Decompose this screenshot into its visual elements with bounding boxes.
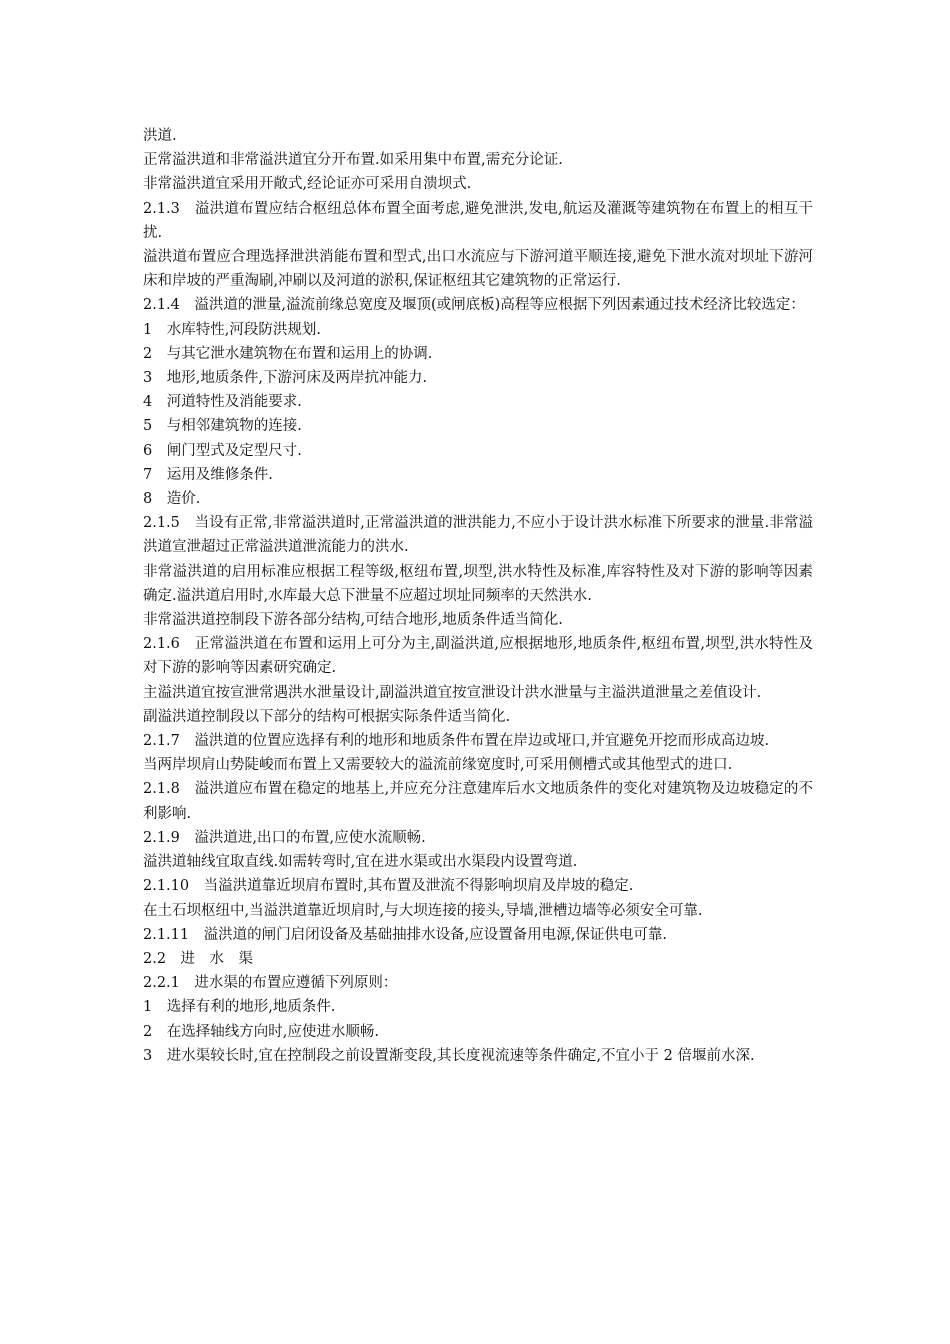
paragraph: 主溢洪道宜按宣泄常遇洪水泄量设计,副溢洪道宜按宣泄设计洪水泄量与主溢洪道泄量之差值设计. bbox=[143, 684, 762, 701]
list-item: 5 与相邻建筑物的连接. bbox=[143, 418, 302, 435]
paragraph: 非常溢洪道宜采用开敞式,经论证亦可采用自溃坝式. bbox=[143, 176, 472, 193]
section-2-1-10: 2.1.10 当溢洪道靠近坝肩布置时,其布置及泄流不得影响坝肩及岸坡的稳定. bbox=[143, 878, 634, 895]
paragraph: 副溢洪道控制段以下部分的结构可根据实际条件适当简化. bbox=[143, 708, 511, 725]
list-item: 1 水库特性,河段防洪规划. bbox=[143, 321, 321, 338]
list-item: 2 与其它泄水建筑物在布置和运用上的协调. bbox=[143, 345, 433, 362]
paragraph: 正常溢洪道和非常溢洪道宜分开布置.如采用集中布置,需充分论证. bbox=[143, 152, 563, 169]
section-heading-2-2: 2.2 进 水 渠 bbox=[143, 950, 254, 967]
section-2-1-5: 2.1.5 当设有正常,非常溢洪道时,正常溢洪道的泄洪能力,不应小于设计洪水标准下所要求的泄量.非常溢洪道宣泄超过正常溢洪道泄流能力的洪水. bbox=[143, 515, 813, 556]
section-2-1-7: 2.1.7 溢洪道的位置应选择有利的地形和地质条件布置在岸边或垭口,并宜避免开挖而形成高边坡. bbox=[143, 733, 770, 750]
list-item: 7 运用及维修条件. bbox=[143, 466, 273, 483]
section-2-1-4: 2.1.4 溢洪道的泄量,溢流前缘总宽度及堰顶(或闸底板)高程等应根据下列因素通过技术经济比较选定： bbox=[143, 297, 805, 314]
body-text bbox=[143, 124, 813, 1068]
section-2-2-1: 2.2.1 进水渠的布置应遵循下列原则： bbox=[143, 975, 398, 992]
list-item: 4 河道特性及消能要求. bbox=[143, 394, 302, 411]
list-item: 2 在选择轴线方向时,应使进水顺畅. bbox=[143, 1023, 379, 1040]
paragraph: 当两岸坝肩山势陡峻而布置上又需要较大的溢流前缘宽度时,可采用侧槽式或其他型式的进口. bbox=[143, 757, 733, 774]
paragraph: 溢洪道布置应合理选择泄洪消能布置和型式,出口水流应与下游河道平顺连接,避免下泄水流对坝址下游河床和岸坡的严重淘刷,冲刷以及河道的淤积,保证枢纽其它建筑物的正常运行. bbox=[143, 249, 813, 290]
list-item: 1 选择有利的地形,地质条件. bbox=[143, 999, 336, 1016]
section-2-1-8: 2.1.8 溢洪道应布置在稳定的地基上,并应充分注意建库后水文地质条件的变化对建筑物及边坡稳定的不利影响. bbox=[143, 781, 813, 822]
paragraph: 在土石坝枢纽中,当溢洪道靠近坝肩时,与大坝连接的接头,导墙,泄槽边墙等必须安全可靠. bbox=[143, 902, 703, 919]
paragraph: 非常溢洪道的启用标准应根据工程等级,枢纽布置,坝型,洪水特性及标准,库容特性及对下游的影响等因素确定.溢洪道启用时,水库最大总下泄量不应超过坝址同频率的天然洪水. bbox=[143, 563, 813, 604]
section-2-1-9: 2.1.9 溢洪道进,出口的布置,应使水流顺畅. bbox=[143, 829, 426, 846]
section-2-1-3: 2.1.3 溢洪道布置应结合枢纽总体布置全面考虑,避免泄洪,发电,航运及灌溉等建筑物在布置上的相互干扰. bbox=[143, 200, 813, 241]
paragraph: 非常溢洪道控制段下游各部分结构,可结合地形,地质条件适当简化. bbox=[143, 612, 563, 629]
list-item: 8 造价. bbox=[143, 491, 201, 508]
list-item: 6 闸门型式及定型尺寸. bbox=[143, 442, 302, 459]
list-item: 3 地形,地质条件,下游河床及两岸抗冲能力. bbox=[143, 370, 428, 387]
section-2-1-6: 2.1.6 正常溢洪道在布置和运用上可分为主,副溢洪道,应根据地形,地质条件,枢纽布置,坝型,洪水特性及对下游的影响等因素研究确定. bbox=[143, 636, 813, 677]
list-item: 3 进水渠较长时,宜在控制段之前设置渐变段,其长度视流速等条件确定,不宜小于 2 倍堰前水深. bbox=[143, 1047, 755, 1064]
paragraph: 洪道. bbox=[143, 128, 177, 144]
section-2-1-11: 2.1.11 溢洪道的闸门启闭设备及基础抽排水设备,应设置备用电源,保证供电可靠. bbox=[143, 926, 667, 943]
paragraph: 溢洪道轴线宜取直线.如需转弯时,宜在进水渠或出水渠段内设置弯道. bbox=[143, 854, 578, 871]
